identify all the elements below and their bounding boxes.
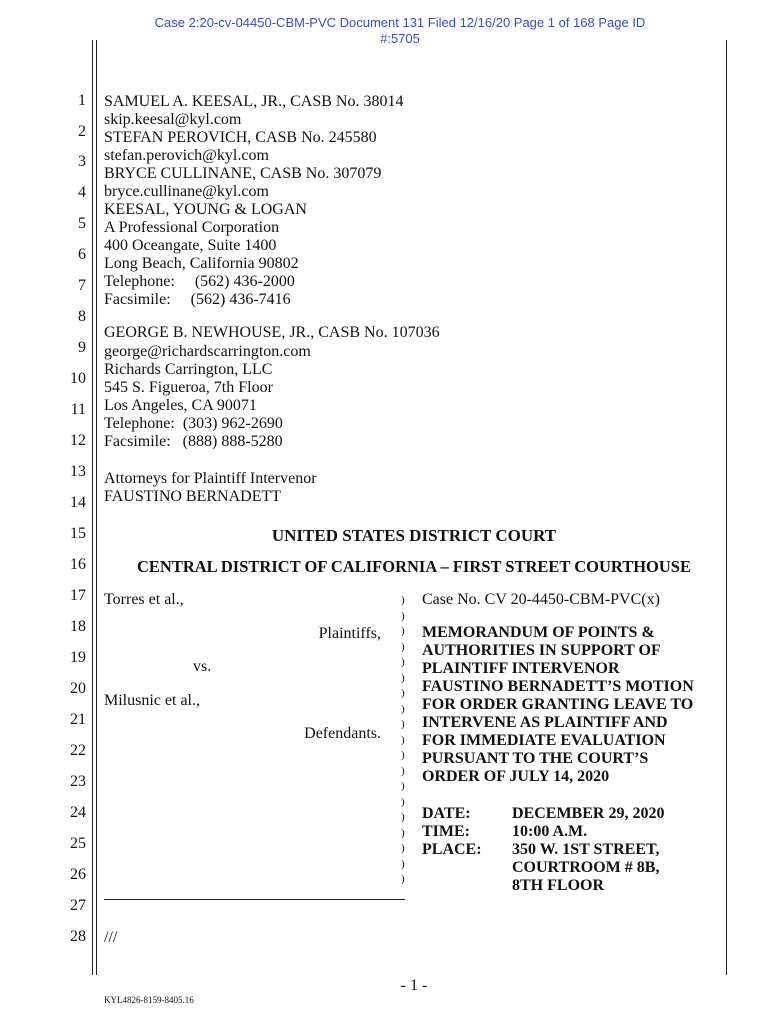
hearing-place-line: COURTROOM # 8B, bbox=[512, 859, 660, 876]
line-number: 17 bbox=[70, 587, 86, 604]
counsel-line: STEFAN PEROVICH, CASB No. 245580 bbox=[104, 129, 377, 146]
line-number: 1 bbox=[78, 92, 86, 109]
hearing-place-line: 350 W. 1ST STREET, bbox=[512, 841, 660, 858]
hearing-date-label: DATE: bbox=[422, 805, 471, 822]
caption-bottom-rule bbox=[104, 899, 405, 900]
counsel-email: stefan.perovich@kyl.com bbox=[104, 147, 269, 164]
hearing-time-value: 10:00 A.M. bbox=[512, 823, 588, 840]
firm-telephone: Telephone: (562) 436-2000 bbox=[104, 273, 295, 290]
case-number: Case No. CV 20-4450-CBM-PVC(x) bbox=[422, 591, 660, 608]
line-number: 21 bbox=[70, 711, 86, 728]
filing-header-line2: #:5705 bbox=[380, 31, 420, 46]
motion-title-line: MEMORANDUM OF POINTS & bbox=[422, 624, 655, 641]
firm-address: 545 S. Figueroa, 7th Floor bbox=[104, 379, 273, 396]
line-number: 24 bbox=[70, 804, 86, 821]
motion-title-line: AUTHORITIES IN SUPPORT OF bbox=[422, 642, 661, 659]
hearing-date-value: DECEMBER 29, 2020 bbox=[512, 805, 665, 822]
line-number: 22 bbox=[70, 742, 86, 759]
line-number: 5 bbox=[78, 215, 86, 232]
line-number: 16 bbox=[70, 556, 86, 573]
line-number: 28 bbox=[70, 928, 86, 945]
counsel-email: george@richardscarrington.com bbox=[104, 343, 311, 360]
line-number: 27 bbox=[70, 897, 86, 914]
left-margin-rule-outer bbox=[92, 40, 93, 975]
left-margin-rule-inner bbox=[96, 40, 97, 975]
counsel-email: bryce.cullinane@kyl.com bbox=[104, 183, 269, 200]
line-number: 25 bbox=[70, 835, 86, 852]
filing-header-line1: Case 2:20-cv-04450-CBM-PVC Document 131 Filed 12/16/20 Page 1 of 168 Page ID bbox=[154, 15, 646, 30]
line-number: 23 bbox=[70, 773, 86, 790]
hearing-place-label: PLACE: bbox=[422, 841, 482, 858]
line-number: 12 bbox=[70, 432, 86, 449]
document-id: KYL4826-8159-8405.16 bbox=[104, 995, 194, 1005]
line-number: 9 bbox=[78, 339, 86, 356]
firm-name: Richards Carrington, LLC bbox=[104, 361, 273, 378]
counsel-line: GEORGE B. NEWHOUSE, JR., CASB No. 107036 bbox=[104, 324, 440, 341]
line-number: 26 bbox=[70, 866, 86, 883]
line-number: 15 bbox=[70, 525, 86, 542]
firm-facsimile: Facsimile: (888) 888-5280 bbox=[104, 433, 283, 450]
firm-city: Long Beach, California 90802 bbox=[104, 255, 299, 272]
line-number: 11 bbox=[70, 401, 86, 418]
line-number: 4 bbox=[78, 184, 86, 201]
attorneys-for-line: Attorneys for Plaintiff Intervenor bbox=[104, 470, 317, 487]
line-number: 7 bbox=[78, 277, 86, 294]
line-number: 18 bbox=[70, 618, 86, 635]
filing-header bbox=[60, 15, 740, 47]
line-number: 19 bbox=[70, 649, 86, 666]
firm-type: A Professional Corporation bbox=[104, 219, 280, 236]
motion-title-line: INTERVENE AS PLAINTIFF AND bbox=[422, 714, 668, 731]
firm-name: KEESAL, YOUNG & LOGAN bbox=[104, 201, 307, 218]
counsel-line: BRYCE CULLINANE, CASB No. 307079 bbox=[104, 165, 382, 182]
versus-label: vs. bbox=[193, 658, 212, 675]
motion-title-line: FOR IMMEDIATE EVALUATION bbox=[422, 732, 666, 749]
defendants-label: Defendants. bbox=[304, 725, 381, 742]
motion-title-line: PLAINTIFF INTERVENOR bbox=[422, 660, 620, 677]
firm-address: 400 Oceangate, Suite 1400 bbox=[104, 237, 277, 254]
counsel-line: SAMUEL A. KEESAL, JR., CASB No. 38014 bbox=[104, 93, 404, 110]
court-district: CENTRAL DISTRICT OF CALIFORNIA – FIRST STREET COURTHOUSE bbox=[137, 557, 691, 576]
motion-title-line: FAUSTINO BERNADETT’S MOTION bbox=[422, 678, 694, 695]
caption-paren-column: ) ) ) ) ) ) ) ) ) ) ) ) ) ) ) ) ) ) ) bbox=[401, 594, 405, 885]
page-number: - 1 - bbox=[400, 977, 428, 994]
firm-facsimile: Facsimile: (562) 436-7416 bbox=[104, 291, 291, 308]
firm-city: Los Angeles, CA 90071 bbox=[104, 397, 257, 414]
right-margin-rule bbox=[726, 40, 727, 975]
motion-title-line: PURSUANT TO THE COURT’S bbox=[422, 750, 649, 767]
defendants-name: Milusnic et al., bbox=[104, 692, 200, 709]
hearing-place-line: 8TH FLOOR bbox=[512, 877, 605, 894]
line-number: 10 bbox=[70, 370, 86, 387]
hearing-time-label: TIME: bbox=[422, 823, 470, 840]
attorneys-for-client: FAUSTINO BERNADETT bbox=[104, 488, 282, 505]
line-number: 20 bbox=[70, 680, 86, 697]
motion-title-line: ORDER OF JULY 14, 2020 bbox=[422, 768, 610, 785]
firm-telephone: Telephone: (303) 962-2690 bbox=[104, 415, 283, 432]
line-number: 2 bbox=[78, 123, 86, 140]
continuation-slashes: /// bbox=[104, 929, 118, 946]
line-number: 6 bbox=[78, 246, 86, 263]
plaintiffs-label: Plaintiffs, bbox=[318, 625, 381, 642]
line-number: 8 bbox=[78, 308, 86, 325]
plaintiffs-name: Torres et al., bbox=[104, 591, 184, 608]
court-name: UNITED STATES DISTRICT COURT bbox=[271, 526, 557, 545]
line-number: 3 bbox=[78, 153, 86, 170]
counsel-email: skip.keesal@kyl.com bbox=[104, 111, 242, 128]
line-number: 13 bbox=[70, 463, 86, 480]
motion-title-line: FOR ORDER GRANTING LEAVE TO bbox=[422, 696, 694, 713]
line-number: 14 bbox=[70, 494, 86, 511]
